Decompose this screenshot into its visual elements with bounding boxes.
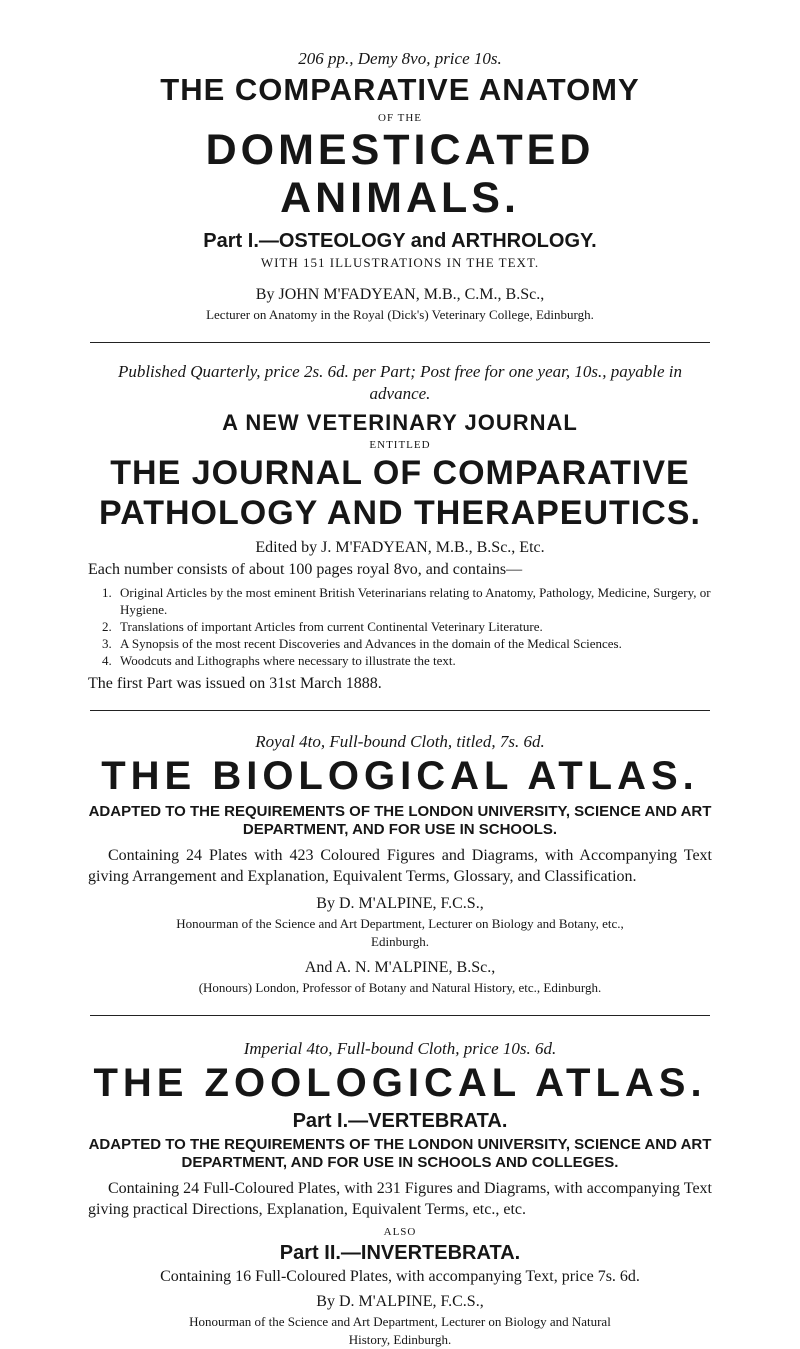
journal-first-part: The first Part was issued on 31st March 1888.	[88, 675, 382, 692]
divider	[90, 710, 710, 711]
journal-published: Published Quarterly, price 2s. 6d. per Part; Post free for one year, 10s., payable in advance.	[117, 362, 683, 403]
zoological-adapted: ADAPTED TO THE REQUIREMENTS OF THE LONDON UNIVERSITY, SCIENCE AND ART DEPARTMENT, AND FOR USE IN SCHOOLS AND COLLEGES.	[88, 1136, 712, 1171]
journal-title-line2: PATHOLOGY AND THERAPEUTICS.	[99, 494, 701, 532]
zoological-author: By D. M'ALPINE, F.C.S.,	[316, 1293, 484, 1310]
zoological-containing1: Containing 24 Full-Coloured Plates, with 231 Figures and Diagrams, with accompanying Text giving practical Directions, Explanation, Equivalent Terms, etc., etc.	[88, 1180, 712, 1218]
journal-editor: Edited by J. M'FADYEAN, M.B., B.Sc., Etc.	[255, 539, 545, 556]
list-item: 1. Original Articles by the most eminent British Veterinarians relating to Anatomy, Pathology, Medicine, Surgery, or Hygiene.	[102, 585, 711, 617]
zoological-containing2: Containing 16 Full-Coloured Plates, with accompanying Text, price 7s. 6d.	[160, 1268, 640, 1285]
zoological-part2: Part II.—INVERTEBRATA.	[279, 1242, 521, 1264]
anatomy-advert	[88, 0, 712, 324]
divider	[90, 342, 710, 343]
zoological-title: THE ZOOLOGICAL ATLAS.	[93, 1061, 707, 1105]
list-item: 2. Translations of important Articles from current Continental Veterinary Literature.	[102, 619, 543, 634]
journal-contents-list	[88, 584, 712, 669]
anatomy-title-line1: THE COMPARATIVE ANATOMY	[160, 72, 640, 107]
journal-heading: A NEW VETERINARY JOURNAL	[222, 410, 578, 435]
journal-entitled: ENTITLED	[369, 439, 431, 451]
biological-price: Royal 4to, Full-bound Cloth, titled, 7s. 6d.	[255, 732, 545, 751]
list-item: 4. Woodcuts and Lithographs where necessary to illustrate the text.	[102, 653, 456, 668]
biological-containing: Containing 24 Plates with 423 Coloured Figures and Diagrams, with Accompanying Text giving Arrangement and Explanation, Equivalent Terms, Glossary, and Classification.	[88, 847, 712, 885]
anatomy-part: Part I.—OSTEOLOGY and ARTHROLOGY.	[203, 230, 597, 252]
anatomy-author: By JOHN M'FADYEAN, M.B., C.M., B.Sc.,	[255, 286, 545, 303]
zoological-atlas-advert	[88, 1038, 712, 1349]
anatomy-illustrations: WITH 151 ILLUSTRATIONS IN THE TEXT.	[260, 255, 540, 270]
biological-atlas-advert	[88, 731, 712, 997]
biological-author2-desc: (Honours) London, Professor of Botany and Natural History, etc., Edinburgh.	[198, 980, 602, 995]
anatomy-of-the: OF THE	[378, 112, 422, 124]
biological-author1-desc: Honourman of the Science and Art Department, Lecturer on Biology and Botany, etc., Edinburgh.	[176, 916, 624, 949]
anatomy-price: 206 pp., Demy 8vo, price 10s.	[298, 49, 502, 68]
anatomy-title-line2: DOMESTICATED ANIMALS.	[205, 126, 595, 222]
journal-advert	[88, 361, 712, 694]
divider	[90, 1015, 710, 1016]
biological-author1: By D. M'ALPINE, F.C.S.,	[316, 895, 484, 912]
anatomy-author-desc: Lecturer on Anatomy in the Royal (Dick's) Veterinary College, Edinburgh.	[206, 307, 594, 322]
list-item: 3. A Synopsis of the most recent Discoveries and Advances in the domain of the Medical Sciences.	[102, 636, 622, 651]
biological-title: THE BIOLOGICAL ATLAS.	[101, 754, 699, 798]
zoological-price: Imperial 4to, Full-bound Cloth, price 10s. 6d.	[243, 1039, 557, 1058]
biological-adapted: ADAPTED TO THE REQUIREMENTS OF THE LONDON UNIVERSITY, SCIENCE AND ART DEPARTMENT, AND FOR USE IN SCHOOLS.	[88, 803, 712, 838]
zoological-author-desc: Honourman of the Science and Art Department, Lecturer on Biology and Natural History, Edinburgh.	[189, 1314, 611, 1347]
zoological-also: ALSO	[383, 1226, 417, 1238]
journal-contents-intro: Each number consists of about 100 pages royal 8vo, and contains—	[88, 561, 523, 578]
zoological-part1: Part I.—VERTEBRATA.	[292, 1110, 508, 1132]
biological-author2: And A. N. M'ALPINE, B.Sc.,	[304, 959, 496, 976]
journal-title-line1: THE JOURNAL OF COMPARATIVE	[110, 454, 690, 492]
